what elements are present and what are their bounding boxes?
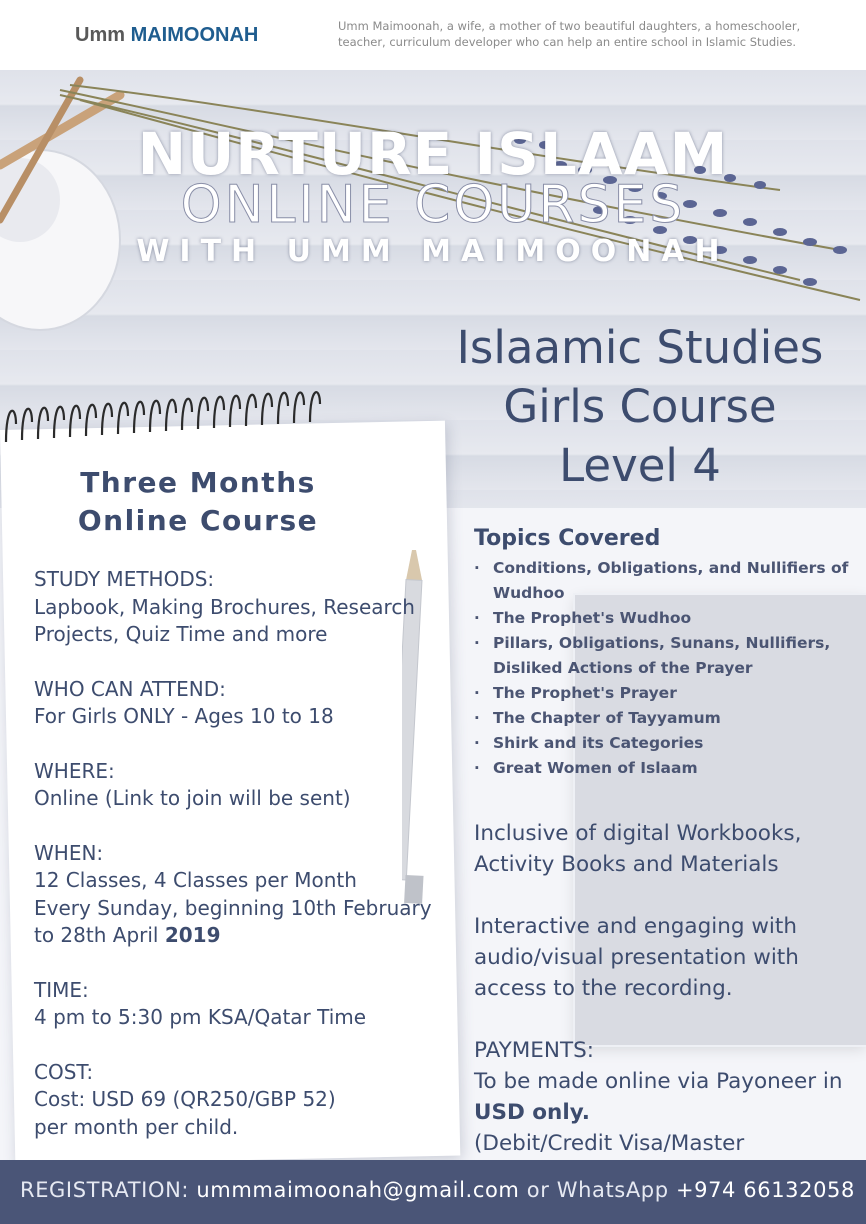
main-title-line1: NURTURE ISLAAM <box>137 120 729 188</box>
topic-item: . Pillars, Obligations, Sunans, Nullifiers, Disliked Actions of the Prayer <box>474 631 849 681</box>
topic-item: . The Prophet's Prayer <box>474 681 849 706</box>
topic-item: . The Prophet's Wudhoo <box>474 606 849 631</box>
course-duration-line2: Online Course <box>77 504 319 537</box>
materials-text: Inclusive of digital Workbooks, Activity Books and Materials <box>474 821 802 877</box>
time-heading: TIME: <box>34 977 89 1002</box>
payments-heading: PAYMENTS: <box>474 1038 595 1063</box>
course-duration <box>74 464 322 540</box>
brand-name-part1: Umm <box>75 24 126 46</box>
when-line3: to 28th April <box>34 923 159 947</box>
interactive-text: Interactive and engaging with audio/visual presentation with access to the recording. <box>474 914 799 1001</box>
where-heading: WHERE: <box>34 758 115 783</box>
where-text: Online (Link to join will be sent) <box>34 786 351 810</box>
when-line3-wrap <box>34 922 434 950</box>
course-extras <box>474 818 854 1190</box>
payments-line1: To be made online via Payoneer in <box>474 1069 843 1094</box>
brand-name-part2: MAIMOONAH <box>130 24 259 46</box>
registration-label: REGISTRATION: <box>20 1178 190 1202</box>
registration-email-link[interactable]: ummmaimoonah@gmail.com <box>196 1178 520 1202</box>
study-methods-line2: Projects, Quiz Time and more <box>34 622 328 646</box>
when-line1: 12 Classes, 4 Classes per Month <box>34 868 357 892</box>
course-title-line1: Islaamic Studies <box>456 321 824 374</box>
topics-heading: Topics Covered <box>474 526 661 551</box>
brand-logo <box>75 24 258 47</box>
topic-item: . Great Women of Islaam <box>474 756 849 781</box>
where-section <box>34 758 434 813</box>
main-title-line3: WITH UMM MAIMOONAH <box>136 234 730 269</box>
cost-line1: Cost: USD 69 (QR250/GBP 52) <box>34 1087 336 1111</box>
time-section <box>34 977 434 1032</box>
topic-item: . Conditions, Obligations, and Nullifiers of Wudhoo <box>474 556 849 606</box>
notepad-spiral-binding <box>0 384 340 454</box>
study-methods-line1: Lapbook, Making Brochures, Research <box>34 594 415 619</box>
whatsapp-number-link[interactable]: +974 66132058 <box>675 1178 855 1202</box>
registration-connector: or WhatsApp <box>526 1178 669 1202</box>
course-details <box>34 566 434 1168</box>
who-heading: WHO CAN ATTEND: <box>34 676 226 701</box>
author-tagline: Umm Maimoonah, a wife, a mother of two beautiful daughters, a homeschooler, teacher, curriculum developer who can help an entire school in Islamic Studies. <box>338 19 801 49</box>
main-title-line2: ONLINE COURSES <box>180 175 686 235</box>
when-section <box>34 840 434 950</box>
topic-item: . Shirk and its Categories <box>474 731 849 756</box>
when-heading: WHEN: <box>34 840 104 865</box>
cost-section <box>34 1059 434 1142</box>
when-year: 2019 <box>164 923 221 947</box>
course-title-line2: Girls Course <box>503 380 777 433</box>
cost-line2: per month per child. <box>34 1114 239 1139</box>
topics-list <box>474 556 849 781</box>
registration-line <box>20 1178 855 1202</box>
course-title-line3: Level 4 <box>559 439 721 492</box>
topic-item: . The Chapter of Tayyamum <box>474 706 849 731</box>
course-duration-line1: Three Months <box>80 466 316 499</box>
payments-line2: (Debit/Credit Visa/Master <box>474 1131 745 1156</box>
study-methods-section <box>34 566 434 649</box>
cost-heading: COST: <box>34 1059 94 1084</box>
header-bar <box>0 0 866 70</box>
who-can-attend-section <box>34 676 434 731</box>
payments-currency: USD only. <box>474 1100 590 1125</box>
course-title <box>440 318 840 495</box>
who-text: For Girls ONLY - Ages 10 to 18 <box>34 704 334 728</box>
study-methods-heading: STUDY METHODS: <box>34 567 215 591</box>
time-text: 4 pm to 5:30 pm KSA/Qatar Time <box>34 1005 367 1029</box>
when-line2: Every Sunday, beginning 10th February <box>34 895 432 920</box>
